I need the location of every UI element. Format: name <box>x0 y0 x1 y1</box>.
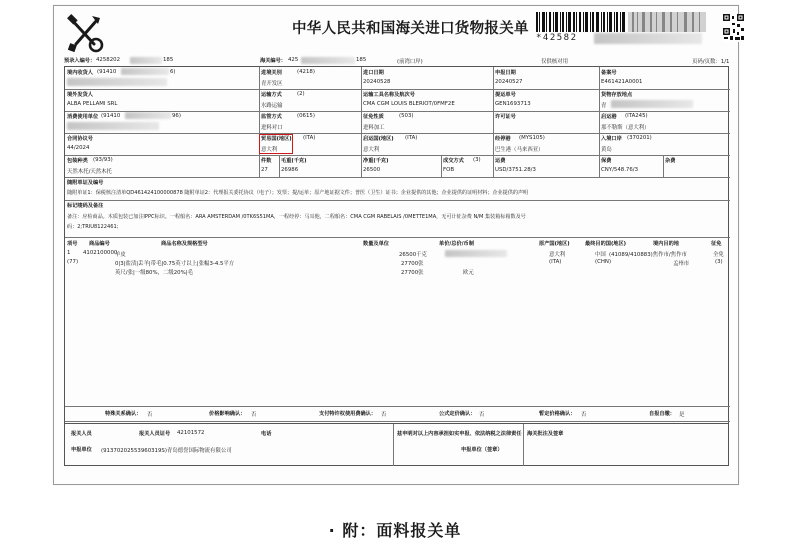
transport-mode-label: 运输方式 <box>261 92 282 98</box>
tax-nature-code: (503) <box>399 113 414 119</box>
formula-price-value: 否 <box>479 412 485 418</box>
supervision-value: 进料对口 <box>261 125 283 131</box>
goods-qty-2: 27700张 <box>401 261 424 267</box>
remarks-line-1: 备注：应检商品。木质包装已加注IPPC标识。一程船名：ARA AMSTERDAM /0TK6S51MA，一程经停：马耳他，二程船名：CMA CGM RABELAIS /0METTE1MA，无可计征杂费 N/M 集装箱标箱数及号 <box>67 214 526 220</box>
redacted-pre-entry <box>130 57 162 64</box>
customs-office: (前湾口岸) <box>397 59 423 65</box>
transit-port-code: (MYS105) <box>519 135 545 141</box>
special-relation-value: 否 <box>147 412 153 418</box>
entry-port-value: 青开发区 <box>261 81 283 87</box>
attachment-caption: · 附：面料报关单 <box>328 521 462 540</box>
goods-dest: 中国 <box>595 252 606 258</box>
page-info: 页码/页数：1/1 <box>692 59 730 65</box>
import-date-label: 进口日期 <box>363 70 384 76</box>
origin-country-label: 启运国(地区) <box>363 136 394 142</box>
goods-dest-code: (CHN) <box>595 259 612 265</box>
transit-port-value: 巴生港（马来西亚） <box>495 147 544 153</box>
col-seq: 项号 <box>67 241 78 247</box>
pack-type-value: 天然木托/天然木托 <box>67 169 112 175</box>
contract-value: 44/2024 <box>67 145 90 151</box>
user-unit-value: (91410 <box>101 113 121 119</box>
origin-country-value: 意大利 <box>363 147 380 153</box>
col-code: 商品编号 <box>89 241 110 247</box>
trade-country-value: 意大利 <box>261 147 278 153</box>
barcode <box>536 12 706 32</box>
declaring-unit-seal: 申报单位（签章） <box>461 447 503 453</box>
insurance-label: 保费 <box>601 158 612 164</box>
net-weight-label: 净重(千克) <box>363 158 389 164</box>
supervision-code: (0615) <box>297 113 315 119</box>
pre-entry-value: 4258202 <box>96 57 121 63</box>
customs-declaration-document <box>53 5 739 485</box>
goods-tax-code: (3) <box>715 259 723 265</box>
pack-type-label: 包装种类 <box>67 158 88 164</box>
price-impact-value: 否 <box>251 412 257 418</box>
documents-value: 随附单证1：保税核注清单QD461424100000878 随附单证2：代理报关委托协议（电子）；发票；提/运单；原产地证据文件；普医（卫生）证书；企业提供的其他；企业提供的证明材料；企业提供的声明 <box>67 190 529 196</box>
redacted-customs-no <box>301 57 355 64</box>
pre-entry-suffix: 185 <box>163 57 174 63</box>
declare-date-value: 20240527 <box>495 79 523 85</box>
col-tax: 征免 <box>711 241 722 247</box>
dep-port-code: (ITA245) <box>625 113 648 119</box>
goods-spec-2: 英尺/张|一级80%，二级20%|毛 <box>115 270 193 276</box>
transit-port-label: 经停港 <box>495 136 511 142</box>
transport-mode-code: (2) <box>297 91 305 97</box>
vessel-value: CMA CGM LOUIS BLERIOT/0FMF2E <box>363 101 455 107</box>
phone-label: 电话 <box>261 431 272 437</box>
origin-country-code: (ITA) <box>405 135 418 141</box>
self-pay-label: 自报自缴： <box>649 411 675 417</box>
freight-label: 运费 <box>495 158 506 164</box>
goods-domestic: (41089/410883)焦作市/焦作市 <box>609 252 687 258</box>
col-domestic: 境内目的地 <box>653 241 679 247</box>
redacted-consignee-id <box>121 68 169 75</box>
entry-port-code: (4218) <box>297 69 315 75</box>
entry-place-value: 黄岛 <box>601 147 612 153</box>
declarant-id-label: 报关人员证号 <box>139 431 171 437</box>
misc-fee-label: 杂费 <box>665 158 676 164</box>
contract-label: 合同协议号 <box>67 136 93 142</box>
customs-remark-label: 海关批注及签章 <box>527 431 564 437</box>
transport-mode-value: 水路运输 <box>261 103 283 109</box>
usage-note: 仅供核对用 <box>541 59 568 65</box>
gross-weight-label: 毛重(千克) <box>281 158 307 164</box>
formula-price-label: 公式定价确认： <box>439 411 476 417</box>
qr-code <box>723 14 744 42</box>
goods-seq: 1 <box>67 250 71 256</box>
meta-line <box>64 57 740 65</box>
dep-port-value: 那不勒斯（意大利） <box>601 125 650 131</box>
tax-nature-value: 进料加工 <box>363 125 385 131</box>
trade-country-highlight <box>259 134 293 154</box>
col-origin: 原产国(地区) <box>539 241 570 247</box>
user-unit-suffix: 96) <box>172 113 181 119</box>
provisional-price-label: 暂定价格确认： <box>539 411 576 417</box>
declare-date-label: 申报日期 <box>495 70 516 76</box>
consignee-suffix: 6) <box>170 69 176 75</box>
document-title: 中华人民共和国海关进口货物报关单 <box>292 21 529 37</box>
confirmation-row <box>65 408 730 420</box>
consignee-label: 境内收货人 <box>67 70 93 76</box>
record-no-label: 备案号 <box>601 70 617 76</box>
declaring-unit-value: (91370202553960319S)青岛德誉国际物流有限公司 <box>101 448 232 454</box>
license-label: 许可证号 <box>495 114 516 120</box>
goods-qty-3: 27700张 <box>401 270 424 276</box>
storage-value: 青 <box>601 103 607 109</box>
redacted-consignee-name <box>67 78 167 86</box>
import-date-value: 20240528 <box>363 79 391 85</box>
tax-nature-label: 征免性质 <box>363 114 384 120</box>
customs-emblem-icon <box>66 14 104 54</box>
provisional-price-value: 否 <box>581 412 587 418</box>
declarant-label: 报关人员 <box>71 431 92 437</box>
pieces-value: 27 <box>261 167 268 173</box>
declaration-grid <box>64 66 729 424</box>
goods-currency: 欧元 <box>463 270 474 276</box>
entry-place-code: (370201) <box>627 135 652 141</box>
deal-mode-label: 成交方式 <box>443 158 464 164</box>
customs-no-suffix: 185 <box>356 57 367 63</box>
royalty-value: 否 <box>381 412 387 418</box>
entry-port-label: 进境关别 <box>261 70 282 76</box>
barcode-number: *42582 <box>536 33 578 43</box>
redacted-user-unit-name <box>67 122 159 130</box>
shipper-label: 境外发货人 <box>67 92 93 98</box>
net-weight-value: 26500 <box>363 167 381 173</box>
goods-row <box>65 248 730 278</box>
pieces-label: 件数 <box>261 158 272 164</box>
col-dest: 最终目的国(地区) <box>585 241 627 247</box>
dep-port-label: 启运港 <box>601 114 617 120</box>
bl-value: GEN1693713 <box>495 101 531 107</box>
redacted-user-unit-id <box>125 112 171 119</box>
user-unit-label: 消费使用单位 <box>67 114 99 120</box>
goods-spec-1: 0|3|盐渍|丢羊|带毛|0.75英寸以上|张幅3-4.5平方 <box>115 261 235 267</box>
col-qty: 数量及单位 <box>363 241 389 247</box>
deal-mode-code: (3) <box>473 157 481 163</box>
goods-qty-1: 26500千克 <box>399 252 427 258</box>
deal-mode-value: FOB <box>443 167 455 173</box>
vessel-label: 运输工具名称及航次号 <box>363 92 415 98</box>
declaring-unit-label: 申报单位 <box>71 447 92 453</box>
record-no-value: E461421A0001 <box>601 79 643 85</box>
redacted-unit-price <box>445 250 507 257</box>
goods-name: 羊皮 <box>115 252 126 258</box>
col-name: 商品名称及规格型号 <box>161 241 208 247</box>
goods-domestic-2: 孟州市 <box>673 261 690 267</box>
freight-value: USD/3751.28/3 <box>495 167 536 173</box>
declaration-statement: 兹申明对以上内容承担如实申报、依法纳税之法律责任 <box>397 431 522 437</box>
goods-seq-sub: (77) <box>67 259 79 265</box>
bl-label: 提运单号 <box>495 92 516 98</box>
gross-weight-value: 26986 <box>281 167 299 173</box>
customs-no-label: 海关编号： <box>260 58 286 64</box>
declarant-id-value: 42101572 <box>177 430 205 436</box>
goods-origin-code: (ITA) <box>549 259 562 265</box>
pack-type-code: (93/93) <box>93 157 113 163</box>
supervision-label: 监管方式 <box>261 114 282 120</box>
redacted-barcode-number <box>594 33 702 44</box>
documents-label: 随附单证及编号 <box>67 180 104 186</box>
footer-section <box>64 424 729 466</box>
redacted-storage <box>611 100 693 108</box>
price-impact-label: 价格影响确认： <box>209 411 246 417</box>
insurance-value: CNY/548.76/3 <box>601 167 639 173</box>
customs-no-value: 425 <box>288 57 299 63</box>
pre-entry-label: 预录入编号： <box>64 58 96 64</box>
goods-code: 4102100000 <box>83 250 118 256</box>
special-relation-label: 特殊关系确认： <box>105 411 142 417</box>
trade-country-label: 贸易国(地区) <box>261 136 292 142</box>
goods-origin: 意大利 <box>549 252 566 258</box>
goods-tax: 全免 <box>713 252 724 258</box>
shipper-value: ALBA PELLAMI SRL <box>67 101 118 107</box>
remarks-line-2: 码：2;TRIU8122461; <box>67 224 119 230</box>
self-pay-value: 是 <box>679 412 685 418</box>
col-price: 单价/总价/币制 <box>439 241 474 247</box>
storage-label: 货物存放地点 <box>601 92 633 98</box>
entry-place-label: 入境口岸 <box>601 136 622 142</box>
goods-table-header <box>65 238 730 248</box>
trade-country-code: (ITA) <box>303 135 316 141</box>
remarks-label: 标记唛码及备注 <box>67 203 104 209</box>
consignee-value: (91410 <box>97 69 117 75</box>
royalty-label: 支付特许权使用费确认： <box>319 411 377 417</box>
